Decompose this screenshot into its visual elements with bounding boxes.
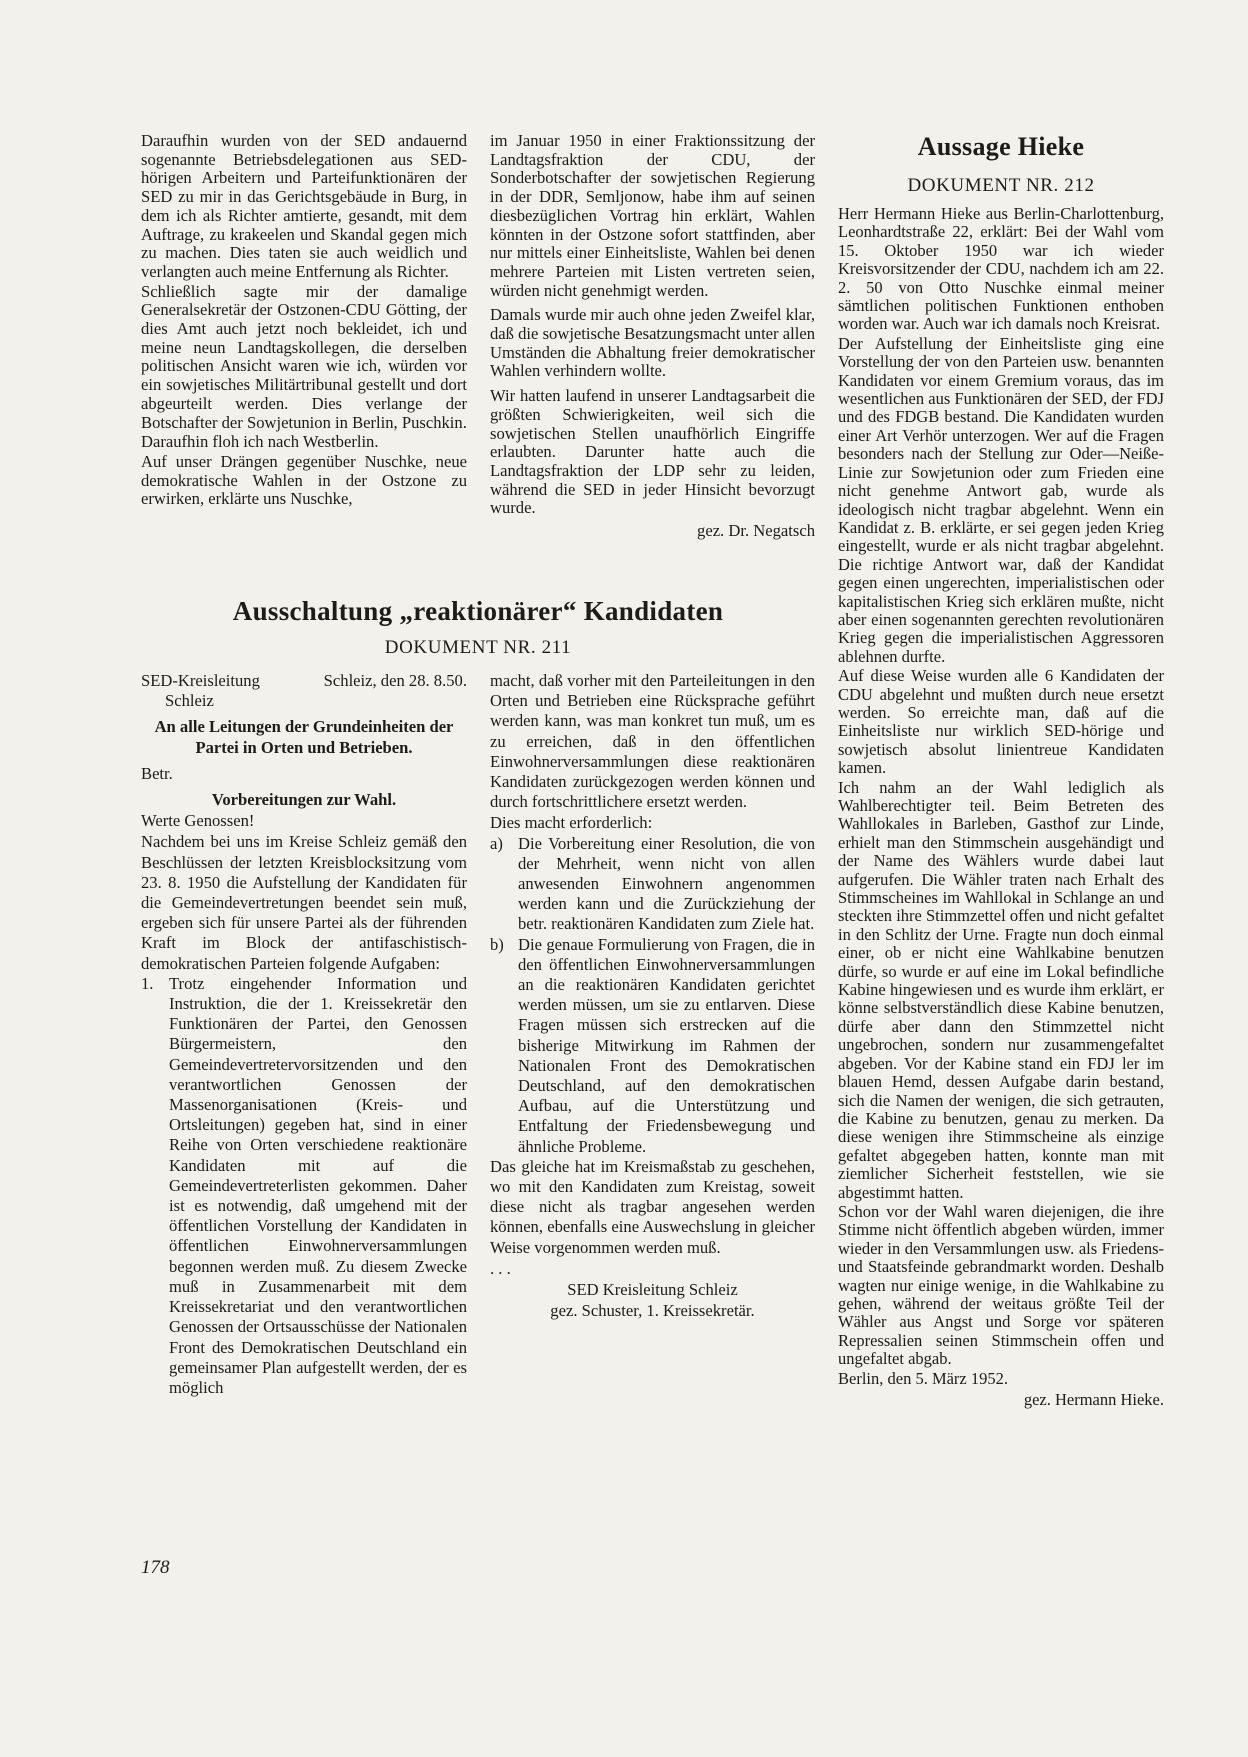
top-left-column bbox=[141, 132, 467, 509]
paragraph: macht, daß vorher mit den Parteileitungen in den Orten und Betrieben eine Rücksprache geführt werden kann, was man konkret tun muß, um es zu erreichen, daß in den öffentlichen Einwohnerversammlungen diese reaktionären Kandidaten zurückgezogen werden können und durch fortschrittlichere ersetzt werden. bbox=[490, 671, 815, 812]
paragraph: Schon vor der Wahl waren diejenigen, die ihre Stimme nicht öffentlich abgeben würden, immer wieder in den Versammlungen usw. als Friedens- und Staatsfeinde gebrandmarkt worden. Deshalb wagten nur einige wenige, in die Wahlkabine zu gehen, während der weitaus größte Teil der Wähler aus Angst und Sorge vor späteren Repressalien seinen Stimmschein offen und ungefaltet abgab. bbox=[838, 1201, 1164, 1369]
document-number-211: DOKUMENT NR. 211 bbox=[384, 637, 572, 658]
list-item-text: Trotz eingehender Information und Instruktion, die der 1. Kreissekretär den Funktionären der Partei, den Genossen Bürgermeistern, den Gemeindevertretervorsitzenden und den verantwortlichen Genossen der Massenorganisationen (Kreis- und Ortsleitungen) gegeben hat, sind in einer Reihe von Orten verschiedene reaktionäre Kandidaten mit auf die Gemeindevertreterlisten gekommen. Daher ist es notwendig, daß umgehend mit der öffentlichen Vorstellung der Kandidaten in öffentlichen Einwohnerversammlungen begonnen werden muß. Zu diesem Zwecke muß in Zusammenarbeit mit dem Kreissekretariat und den verantwortlichen Genossen der Ortsausschüsse der Nationalen Front des Demokratischen Deutschland ein gemeinsamer Plan aufgestellt werden, der es möglich bbox=[169, 973, 467, 1397]
list-item bbox=[490, 834, 815, 935]
signature: gez. Hermann Hieke. bbox=[1023, 1390, 1164, 1409]
paragraph: Ich nahm an der Wahl lediglich als Wahlberechtigter teil. Beim Betreten des Wahllokales in Barleben, Gasthof zur Linde, erhielt man den Stimmschein ausgehändigt und der Name des Wählers wurde dabei laut aufgerufen. Die Wähler traten nach Erhalt des Stimmscheines im Wahllokal in Schlange an und steckten ihre Stimmzettel offen und nicht gefaltet in den Schlitz der Urne. Fragte nun doch einmal einer, ob er nicht eine Wahlkabine benutzen dürfe, so wurde er auf eine im Lokal befindliche Kabine hingewiesen und es wurde ihm erklärt, er könne selbstverständlich diese Kabine benutzen, dürfe aber dann den Stimmzettel nicht ungebrochen, sondern nur zusammengefaltet abgeben. Vor der Kabine stand ein FDJ ler im blauen Hemd, dessen Aufgabe darin bestand, sich die Namen der wenigen, die sich getrauten, die Kabine zu benutzen, genau zu merken. Da diese wenigen ihre Stimmscheine als einzige gefaltet abgegeben hatten, konnte man mit ziemlicher Sicherheit feststellen, wie sie abgestimmt hatten. bbox=[838, 777, 1164, 1202]
paragraph: Der Aufstellung der Einheitsliste ging eine Vorstellung der von den Parteien usw. benannten Kandidaten vor einem Gremium voraus, das im wesentlichen aus Funktionären der SED, der FDJ und des FDGB bestand. Die Kandidaten wurden einer Art Verhör unterzogen. Wer auf die Fragen besonders nach der Stellung zur Oder—Neiße-Linie zur Sowjetunion oder zum Frieden eine nicht genehme Antwort gab, wurde als ideologisch nicht tragbar abgelehnt. Wenn ein Kandidat z. B. erklärte, er sei gegen jeden Krieg eingestellt, wurde er als nicht tragbar abgelehnt. Die richtige Antwort war, daß der Kandidat gegen einen ungerechten, imperialistischen oder kapitalistischen Krieg sich erklären mußte, nicht aber einen sogenannten gerechten revolutionären Krieg gegen die imperialistischen Aggressoren ablehnen durfte. bbox=[838, 333, 1164, 666]
list-item-text: Die genaue Formulierung von Fragen, die in den öffentlichen Einwohnerversammlungen an die reaktionären Kandidaten gerichtet werden müssen, um sie zu entlarven. Diese Fragen müssen sich erstrecken auf die bisherige Mitwirkung im Rahmen der Nationalen Front des Demokratischen Deutschland, auf den demokratischen Aufbau, auf die Unterstützung und Entfaltung der Friedensbewegung und ähnliche Probleme. bbox=[518, 934, 815, 1156]
closing-signature: gez. Schuster, 1. Kreissekretär. bbox=[550, 1301, 755, 1321]
paragraph: Daraufhin wurden von der SED andauernd sogenannte Betriebsdelegationen aus SED-hörigen Arbeitern und Parteifunktionären der SED zu mir in das Gerichtsgebäude in Burg, in dem ich als Richter amtierte, gesandt, mit dem Auftrage, zu krakeelen und Skandal gegen mich zu machen. Dies taten sie auch weidlich und verlangten auch meine Entfernung als Richter. bbox=[141, 131, 467, 281]
paragraph: Damals wurde mir auch ohne jeden Zweifel klar, daß die sowjetische Besatzungsmacht unter allen Umständen die Abhaltung freier demokratischer Wahlen verhindern wollte. bbox=[490, 305, 815, 381]
list-item bbox=[490, 935, 815, 1157]
sender: SED-Kreisleitung bbox=[141, 671, 260, 690]
date-line: Schleiz, den 28. 8.50. bbox=[323, 671, 467, 690]
sender-place: Schleiz bbox=[165, 691, 214, 711]
paragraph: Herr Hermann Hieke aus Berlin-Charlottenburg, Leonhardtstraße 22, erklärt: Bei der Wahl vom 15. Oktober 1950 war ich wieder Kreisvorsitzender der CDU, nachdem ich am 22. 2. 50 von Otto Nuschke einmal meiner sämtlichen politischen Funktionen enthoben worden war. Auch war ich damals noch Kreisrat. bbox=[838, 204, 1164, 334]
letter-header bbox=[141, 671, 467, 691]
paragraph: Wir hatten laufend in unserer Landtagsarbeit die größten Schwierigkeiten, weil sich die sowjetischen Stellen unaufhörlich Eingriffe erlaubten. Darunter hatte auch die Landtagsfraktion der LDP sehr zu leiden, während die SED in jeder Hinsicht bevorzugt wurde. bbox=[490, 386, 815, 518]
subject: Vorbereitungen zur Wahl. bbox=[211, 790, 397, 810]
list-item bbox=[141, 974, 467, 1398]
list-item-text: Die Vorbereitung einer Resolution, die von der Mehrheit, wenn nicht von allen anwesenden Einwohnern angenommen werden kann und die Zurückziehung der betr. reaktionären Kandidaten zum Ziele hat. bbox=[518, 833, 815, 934]
section-212-column bbox=[838, 205, 1164, 1409]
addressee: An alle Leitungen der Grundeinheiten der Partei in Orten und Betrieben. bbox=[154, 717, 454, 757]
paragraph: Auf diese Weise wurden alle 6 Kandidaten der CDU abgelehnt und mußten durch neue ersetzt werden. So erreichte man, daß auf die Einheitsliste nur wirklich SED-hörige und sowjetisch absolut linientreue Kandidaten kamen. bbox=[838, 666, 1164, 778]
section-211-left-column bbox=[141, 671, 467, 1398]
paragraph: Berlin, den 5. März 1952. bbox=[838, 1368, 1009, 1388]
page-number: 178 bbox=[141, 1557, 170, 1578]
paragraph: im Januar 1950 in einer Fraktionssitzung der Landtagsfraktion der CDU, der Sonderbotschafter der sowjetischen Regierung in der DDR, Semljonow, habe ihm auf seinen diesbezüglichen Vortrag hin erklärt, Wahlen könnten in der Ostzone sofort stattfinden, aber nur mittels einer Einheitsliste, Wahlen bei denen mehrere Parteien mit Listen vertreten seien, würden nicht genehmigt werden. bbox=[490, 131, 815, 300]
betr-label: Betr. bbox=[141, 763, 173, 783]
document-number-212: DOKUMENT NR. 212 bbox=[907, 175, 1095, 196]
paragraph: Dies macht erforderlich: bbox=[490, 813, 653, 833]
ellipsis: . . . bbox=[490, 1258, 511, 1278]
section-212-title: Aussage Hieke bbox=[917, 132, 1085, 161]
section-211-right-column bbox=[490, 671, 815, 1322]
closing-org: SED Kreisleitung Schleiz bbox=[567, 1280, 738, 1300]
paragraph: Schließlich sagte mir der damalige Generalsekretär der Ostzonen-CDU Götting, der dies Amt auch jetzt noch bekleidet, ich und meine neun Landtagskollegen, die derselben politischen Ansicht waren wie ich, würden vor ein sowjetisches Militärtribunal gestellt und dort abgeurteilt werden. Dies verlange der Botschafter der Sowjetunion in Berlin, Puschkin. bbox=[141, 281, 467, 432]
signature: gez. Dr. Negatsch bbox=[697, 521, 815, 541]
paragraph: Auf unser Drängen gegenüber Nuschke, neue demokratische Wahlen in der Ostzone zu erwirken, erklärte uns Nuschke, bbox=[141, 451, 467, 509]
salutation: Werte Genossen! bbox=[141, 811, 255, 831]
list-marker: a) bbox=[490, 833, 503, 853]
section-211-title: Ausschaltung „reaktionärer“ Kandidaten bbox=[232, 596, 724, 626]
top-middle-column bbox=[490, 132, 815, 541]
list-marker: b) bbox=[490, 934, 504, 954]
paragraph: Nachdem bei uns im Kreise Schleiz gemäß den Beschlüssen der letzten Kreisblocksitzung vom 23. 8. 1950 die Aufstellung der Kandidaten für die Gemeindevertretungen beendet sein muß, ergeben sich für unsere Partei als der führenden Kraft im Block der antifaschistisch-demokratischen Parteien folgende Aufgaben: bbox=[141, 832, 467, 973]
list-marker: 1. bbox=[141, 973, 154, 993]
paragraph: Das gleiche hat im Kreismaßstab zu geschehen, wo mit den Kandidaten zum Kreistag, soweit diese nicht als tragbar angesehen werden können, ebenfalls eine Auswechslung in gleicher Weise vorgenommen werden muß. bbox=[490, 1156, 815, 1257]
paragraph: Daraufhin floh ich nach Westberlin. bbox=[141, 432, 379, 452]
